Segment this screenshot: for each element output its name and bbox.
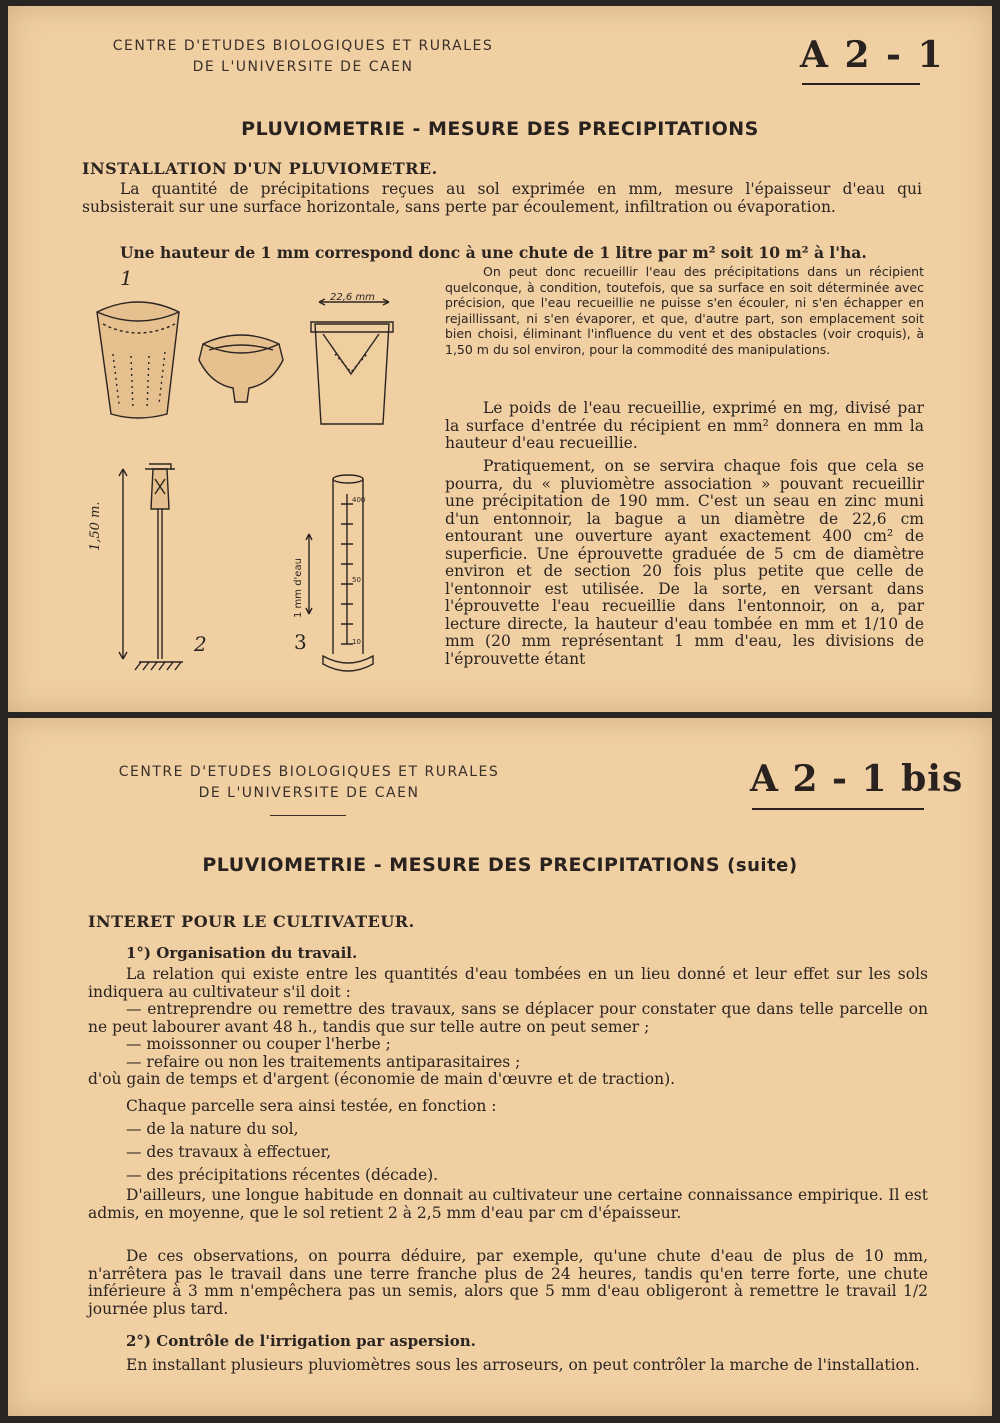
- page-title: PLUVIOMETRIE - MESURE DES PRECIPITATIONS: [241, 118, 759, 140]
- weight-text: Le poids de l'eau recueillie, exprimé en mg, divisé par la surface d'entrée du récipient en mm² donnera en mm la hauteur d'eau recueillie.: [445, 399, 924, 452]
- conical-vessel-sketch: [97, 302, 179, 418]
- cylinder-tick-400: 400: [352, 496, 366, 504]
- section-heading: INTERET POUR LE CULTIVATEUR.: [88, 912, 415, 931]
- parcel-item-1: — de la nature du sol,: [126, 1120, 299, 1138]
- subsection-heading-2: 2°) Contrôle de l'irrigation par aspersion.: [126, 1332, 476, 1350]
- organization-header: [98, 36, 508, 78]
- figure-label-3: 3: [294, 630, 307, 654]
- organization-line-2: DE L'UNIVERSITE DE CAEN: [198, 785, 420, 801]
- organization-line-2: DE L'UNIVERSITE DE CAEN: [192, 59, 414, 75]
- parcel-intro: Chaque parcelle sera ainsi testée, en fonction :: [126, 1097, 497, 1115]
- relation-text: La relation qui existe entre les quantités d'eau tombées en un lieu donné et leur effet sur les sols indiquera au cultivateur s'il doit :: [88, 965, 928, 1001]
- observation-paragraph: [88, 1248, 928, 1318]
- relation-item-3: — refaire ou non les traitements antiparasitaires ;: [126, 1052, 521, 1071]
- dimension-label-cylinder: 1 mm d'eau: [293, 558, 304, 618]
- practical-text: Pratiquement, on se servira chaque fois que cela se pourra, du « pluviomètre association » pouvant recueillir une précipitation de 190 mm. C'est un seau en zinc muni d'un entonnoir, la bague a un diamètre de 22,6 cm entourant une ouverture ayant exactement 400 cm² de superficie. Une éprouvette graduée de 5 cm de diamètre environ et de section 20 fois plus petite que celle de l'entonnoir est utilisée. De la sorte, en versant dans l'éprouvette l'eau recueillie dans l'entonnoir, on a, par lecture directe, la hauteur d'eau tombée en mm et 1/10 de mm (20 mm représentant 1 mm d'eau, les divisions de l'éprouvette étant: [445, 457, 924, 668]
- parcel-item-3: — des précipitations récentes (décade).: [126, 1166, 439, 1184]
- practical-paragraph: [445, 458, 924, 668]
- organization-header: [104, 762, 514, 804]
- dimension-label-ring: 22,6 mm: [330, 292, 375, 303]
- highlight-line: Une hauteur de 1 mm correspond donc à une chute de 1 litre par m² soit 10 m² à l'ha.: [120, 243, 867, 262]
- intro-paragraph: [82, 181, 922, 216]
- irrigation-paragraph: [88, 1357, 928, 1375]
- observation-text: De ces observations, on pourra déduire, par exemple, qu'une chute d'eau de plus de 10 mm, n'arrêtera pas le travail dans une terre franche plus de 24 heures, tandis qu'en terre forte, une chute inférieure à 3 mm n'empêchera pas un semis, alors que 5 mm d'eau obligeront à remettre le travail 1/2 journée plus tard.: [88, 1247, 928, 1318]
- intro-text: La quantité de précipitations reçues au sol exprimée en mm, mesure l'épaisseur d'eau qui subsisterait sur une surface horizontale, sans perte par écoulement, infiltration ou évaporation.: [82, 180, 922, 216]
- rain-gauge-sketches: [83, 264, 403, 684]
- card-code-rule: [752, 808, 924, 810]
- section-heading: INSTALLATION D'UN PLUVIOMETRE.: [82, 159, 438, 178]
- irrigation-text: En installant plusieurs pluviomètres sous les arroseurs, on peut contrôler la marche de l'installation.: [126, 1356, 920, 1374]
- parcel-item-2: — des travaux à effectuer,: [126, 1143, 332, 1161]
- habit-text: D'ailleurs, une longue habitude en donnait au cultivateur une certaine connaissance empirique. Il est admis, en moyenne, que le sol retient 2 à 2,5 mm d'eau par cm d'épaisseur.: [88, 1186, 928, 1222]
- subsection-heading-1: 1°) Organisation du travail.: [126, 944, 358, 962]
- organization-line-1: CENTRE D'ETUDES BIOLOGIQUES ET RURALES: [112, 38, 494, 54]
- dimension-label-height: 1,50 m.: [88, 501, 103, 551]
- card-code: A 2 - 1 bis: [750, 758, 964, 800]
- graduated-cylinder-sketch: [333, 479, 366, 654]
- pole-mounted-gauge-sketch: [151, 469, 169, 509]
- relation-item-1: — entreprendre ou remettre des travaux, sans se déplacer pour constater que dans telle parcelle on ne peut labourer avant 48 h., tandis que sur telle autre on peut semer ;: [88, 1000, 928, 1036]
- figure-label-2: 2: [194, 632, 207, 656]
- figure-label-1: 1: [120, 266, 133, 290]
- page-title-suite: (suite): [727, 855, 798, 876]
- relation-paragraph: [88, 966, 928, 1089]
- method-paragraph: [445, 264, 924, 357]
- organization-rule: [270, 815, 346, 816]
- cylinder-tick-10: 10: [352, 638, 361, 646]
- weight-paragraph: [445, 400, 924, 453]
- page-title: [8, 854, 992, 876]
- method-text: On peut donc recueillir l'eau des précipitations dans un récipient quelconque, à condition, toutefois, que sa surface en soit déterminée avec précision, que l'eau recueillie ne puisse s'en écouler, ni s'en échapper en rejaillissant, ni s'en évaporer, et que, d'autre part, son emplacement soit bien choisi, éliminant l'influence du vent et des obstacles (voir croquis), à 1,50 m du sol environ, pour la commodité des manipulations.: [445, 264, 924, 357]
- relation-conclusion: d'où gain de temps et d'argent (économie de main d'œuvre et de traction).: [88, 1070, 676, 1088]
- index-card-a2-1-bis: [8, 718, 992, 1416]
- habit-paragraph: [88, 1187, 928, 1222]
- organization-line-1: CENTRE D'ETUDES BIOLOGIQUES ET RURALES: [118, 764, 500, 780]
- page-title-main: PLUVIOMETRIE - MESURE DES PRECIPITATIONS: [202, 854, 721, 876]
- card-code: A 2 - 1: [800, 34, 945, 76]
- relation-item-2: — moissonner ou couper l'herbe ;: [126, 1035, 391, 1053]
- index-card-a2-1: [8, 6, 992, 712]
- card-code-rule: [802, 83, 920, 85]
- cylinder-tick-50: 50: [352, 576, 361, 584]
